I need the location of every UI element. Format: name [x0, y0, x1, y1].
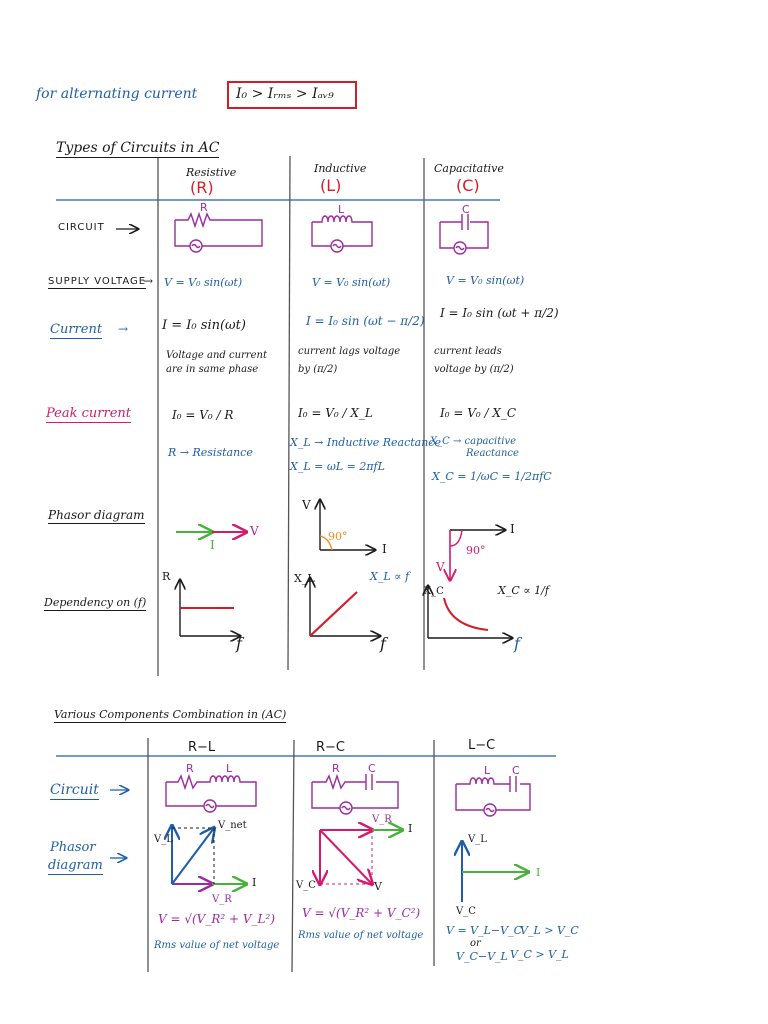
- intro-text: for alternating current: [36, 86, 198, 102]
- phasor-c-i: I: [510, 522, 515, 536]
- col2-header-rl: R−L: [188, 740, 216, 755]
- row-arrow-current: →: [118, 322, 129, 336]
- phasor-r-v: V: [250, 524, 259, 538]
- phasor-l-angle: 90°: [328, 530, 348, 543]
- lc-label-c: C: [512, 764, 520, 777]
- col-header-capacitative: Capacitative: [434, 162, 504, 175]
- rc-note: Rms value of net voltage: [298, 930, 424, 941]
- phasor-rl: [172, 826, 246, 884]
- row2-label-circuit: Circuit: [50, 782, 99, 798]
- dep-resistive: [180, 580, 240, 636]
- rl-vnet: V_net: [218, 820, 247, 831]
- peak-formula-capacitive: X_C = 1/ωC = 1/2πfC: [432, 470, 552, 483]
- note-capacitive-1: current leads: [434, 346, 502, 357]
- peak-def-capacitive-2: Reactance: [466, 448, 519, 459]
- dep-r-ylabel: R: [162, 570, 171, 583]
- rl-formula: V = √(V_R² + V_L²): [158, 912, 275, 926]
- current-resistive: I = I₀ sin(ωt): [162, 318, 246, 333]
- rc-label-r: R: [332, 762, 340, 775]
- rc-vc: V_C: [296, 880, 316, 891]
- note-resistive-1: Voltage and current: [166, 350, 267, 361]
- dep-l-relation: X_L ∝ f: [370, 570, 410, 583]
- lc-formula-2: V_C−V_L: [456, 950, 508, 963]
- circuit-lc: [456, 776, 530, 816]
- col-header-inductive: Inductive: [314, 162, 367, 175]
- row2-arrows: [110, 790, 128, 858]
- lc-vc: V_C: [456, 906, 476, 917]
- current-capacitive: I = I₀ sin (ωt + π/2): [440, 306, 559, 320]
- section2-title: Various Components Combination in (AC): [54, 708, 287, 721]
- col2-header-lc: L−C: [468, 738, 496, 753]
- supply-resistive: V = V₀ sin(ωt): [164, 276, 243, 289]
- col2-header-rc: R−C: [316, 740, 346, 755]
- row2-label-phasor-2: diagram: [48, 858, 103, 873]
- dep-l-ylabel: X_L: [294, 572, 315, 585]
- circuit-rl: [166, 776, 256, 812]
- rl-vl: V_L: [154, 834, 173, 845]
- row-label-supply-voltage: SUPPLY VOLTAGE: [48, 276, 147, 287]
- phasor-c-v: V: [436, 560, 445, 574]
- note-inductive-1: current lags voltage: [298, 346, 401, 357]
- rl-label-r: R: [186, 762, 194, 775]
- lc-cond-1: V_L > V_C: [520, 924, 579, 937]
- phasor-r-i: I: [210, 538, 215, 552]
- phasor-rc: [320, 830, 402, 884]
- circuit-label-r: R: [200, 201, 208, 214]
- dep-c-ylabel: X_C: [424, 586, 444, 597]
- peak-eq-resistive: I₀ = V₀ / R: [172, 408, 234, 422]
- supply-capacitive: V = V₀ sin(ωt): [446, 274, 525, 287]
- peak-formula-inductive: X_L = ωL = 2πfL: [290, 460, 385, 473]
- row-label-circuit: CIRCUIT: [58, 222, 105, 233]
- peak-def-inductive: X_L → Inductive Reactance: [290, 436, 441, 449]
- phasor-c-angle: 90°: [466, 544, 486, 557]
- peak-eq-inductive: I₀ = V₀ / X_L: [298, 406, 373, 420]
- rl-label-l: L: [226, 762, 233, 775]
- circuit-label-c: C: [462, 203, 470, 216]
- dep-c-relation: X_C ∝ 1/f: [498, 584, 549, 597]
- col-symbol-resistive: (R): [190, 178, 214, 197]
- lc-or: or: [470, 938, 481, 949]
- section1-title: Types of Circuits in AC: [56, 140, 220, 156]
- col-symbol-capacitative: (C): [456, 176, 480, 195]
- lc-cond-2: V_C > V_L: [510, 948, 569, 961]
- dep-c-xlabel: f: [514, 634, 520, 653]
- circuit-label-l: L: [338, 203, 345, 216]
- row2-label-phasor-1: Phasor: [50, 840, 96, 855]
- current-relation: I₀ > Iᵣₘₛ > Iₐᵥ₉: [236, 86, 334, 102]
- rl-note: Rms value of net voltage: [154, 940, 280, 951]
- dep-r-xlabel: f: [236, 634, 242, 653]
- row-label-dependency: Dependency on (f): [44, 596, 147, 609]
- phasor-l-i: I: [382, 542, 387, 556]
- peak-def-resistive: R → Resistance: [168, 446, 253, 459]
- rl-i: I: [252, 876, 257, 889]
- rc-formula: V = √(V_R² + V_C²): [302, 906, 421, 920]
- circuit-resistive: [175, 214, 262, 252]
- note-capacitive-2: voltage by (π/2): [434, 364, 514, 375]
- rc-i: I: [408, 822, 413, 835]
- circuit-inductive: [312, 216, 372, 252]
- dep-inductive: [310, 578, 380, 636]
- rc-vr: V_R: [372, 814, 392, 825]
- phasor-lc: [462, 842, 528, 902]
- lc-label-l: L: [484, 764, 491, 777]
- lc-i: I: [536, 866, 541, 879]
- supply-inductive: V = V₀ sin(ωt): [312, 276, 391, 289]
- phasor-l-v: V: [302, 498, 311, 512]
- current-inductive: I = I₀ sin (ωt − π/2): [306, 314, 425, 328]
- col-header-resistive: Resistive: [186, 166, 237, 179]
- row-label-phasor: Phasor diagram: [48, 508, 145, 522]
- peak-def-capacitive-1: X_C → capacitive: [430, 436, 517, 447]
- row-label-current: Current: [50, 322, 103, 337]
- circuit-rc: [312, 774, 398, 814]
- note-inductive-2: by (π/2): [298, 364, 338, 375]
- lc-formula-1: V = V_L−V_C: [446, 924, 522, 937]
- rc-v: V: [374, 880, 382, 893]
- circuit-capacitive: [440, 214, 488, 254]
- note-resistive-2: are in same phase: [166, 364, 259, 375]
- lc-vl: V_L: [468, 834, 487, 845]
- rl-vr: V_R: [212, 894, 232, 905]
- dep-l-xlabel: f: [380, 634, 386, 653]
- col-symbol-inductive: (L): [320, 176, 342, 195]
- row-arrow-supply: →: [143, 274, 154, 288]
- row-label-peak-current: Peak current: [46, 406, 131, 421]
- peak-eq-capacitive: I₀ = V₀ / X_C: [440, 406, 517, 420]
- rc-label-c: C: [368, 762, 376, 775]
